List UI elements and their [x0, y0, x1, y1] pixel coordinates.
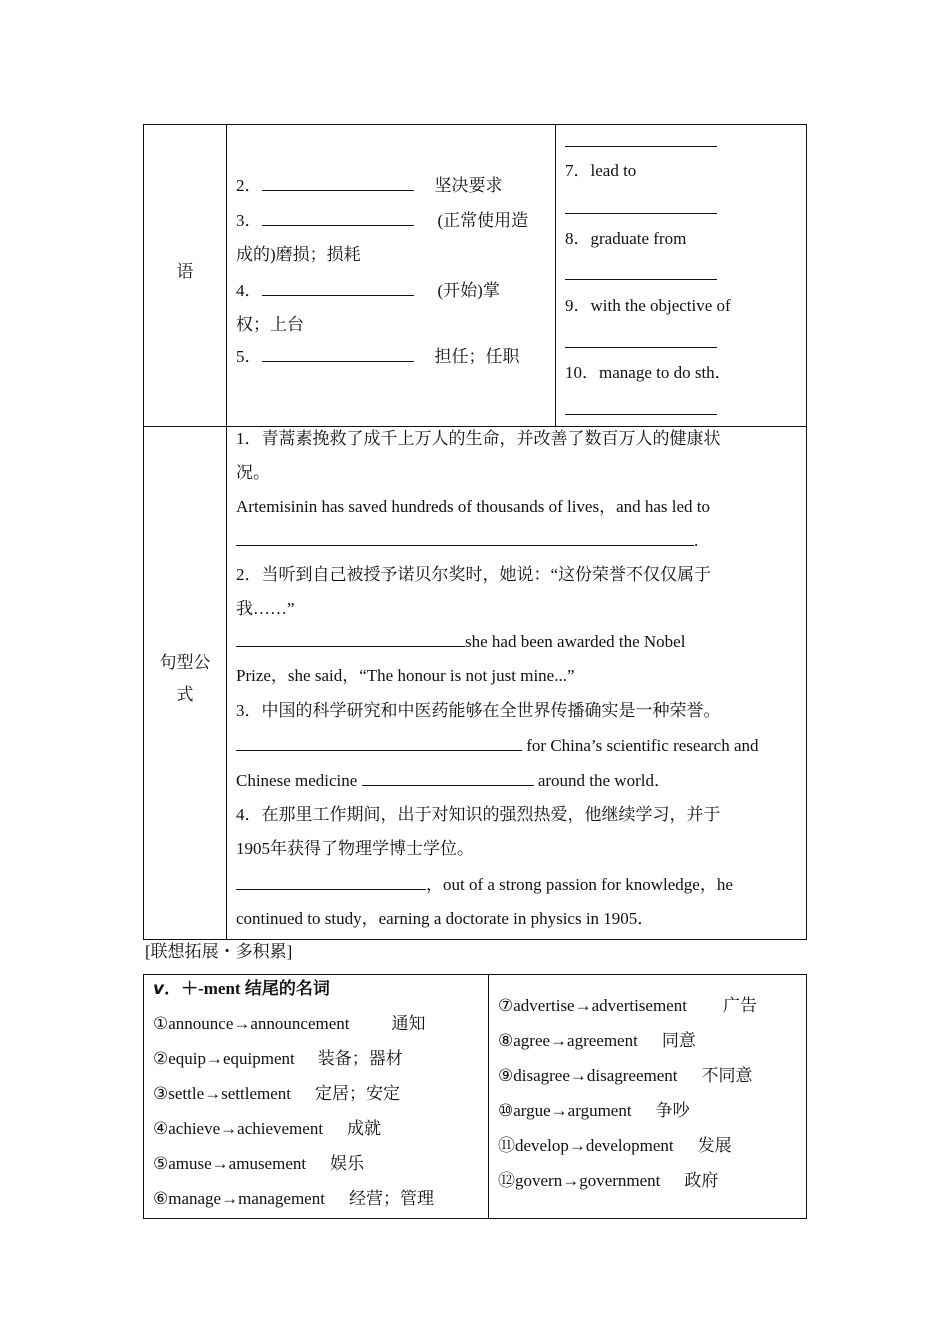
answer-blank[interactable] [565, 199, 717, 214]
ment-table-divider [488, 974, 489, 1219]
vocab-item-4-cont: 权；上台 [236, 315, 304, 334]
answer-blank[interactable] [262, 176, 414, 191]
table-divider-label-col [226, 124, 227, 940]
ment-item: ⑤amuse→amusement 娱乐 [153, 1154, 365, 1173]
vocab-item-8: 8．graduate from [565, 229, 687, 248]
ment-item: ⑥manage→management 经营；管理 [153, 1189, 434, 1208]
sentence-4-en-cont: continued to study，earning a doctorate in physics in 1905． [236, 909, 655, 928]
answer-blank[interactable] [565, 132, 717, 147]
ment-item: ⑫govern→government 政府 [498, 1171, 719, 1190]
answer-blank[interactable] [565, 333, 717, 348]
ment-item: ⑩argue→argument 争吵 [498, 1101, 690, 1120]
ment-item: ⑪develop→development 发展 [498, 1136, 732, 1155]
vocab-item-2: 2． 坚决要求 [236, 176, 503, 195]
sentence-2-en: she had been awarded the Nobel [236, 631, 685, 653]
vocab-item-3-cont: 成的)磨损；损耗 [236, 245, 361, 264]
ment-item: ⑦advertise→advertisement 广告 [498, 996, 757, 1015]
answer-blank[interactable] [236, 736, 522, 751]
sentence-4-cn-cont: 1905年获得了物理学博士学位。 [236, 839, 474, 858]
sentence-1-blank-line: . [236, 530, 698, 552]
vocab-item-4: 4． (开始)掌 [236, 281, 500, 300]
sentence-1-cn-cont: 况。 [236, 463, 270, 482]
ment-item: ④achieve→achievement 成就 [153, 1119, 382, 1138]
vocab-item-10: 10．manage to do sth． [565, 363, 732, 382]
vocab-item-3: 3． (正常使用造 [236, 211, 529, 230]
sentence-3-en-cont: Chinese medicine around the world． [236, 771, 671, 790]
vocab-item-7: 7．lead to [565, 161, 637, 180]
ment-item: ③settle→settlement 定居；安定 [153, 1084, 400, 1103]
table-divider-vocab-col [555, 124, 556, 427]
table-divider-row [143, 426, 807, 427]
ment-item: ⑧agree→agreement 同意 [498, 1031, 696, 1050]
answer-blank[interactable] [236, 632, 465, 647]
sentence-3-cn: 3．中国的科学研究和中医药能够在全世界传播确实是一种荣誉。 [236, 701, 721, 720]
answer-blank[interactable] [362, 771, 534, 786]
ment-item: ②equip→equipment 装备；器材 [153, 1049, 403, 1068]
sentence-1-cn: 1．青蒿素挽救了成千上万人的生命，并改善了数百万人的健康状 [236, 429, 721, 448]
answer-blank[interactable] [262, 211, 414, 226]
sentence-4-cn: 4．在那里工作期间，出于对知识的强烈热爱，他继续学习，并于 [236, 805, 721, 824]
answer-blank[interactable] [565, 265, 717, 280]
ment-item: ①announce→announcement 通知 [153, 1014, 426, 1033]
answer-blank[interactable] [236, 531, 694, 546]
ment-item: ⑨disagree→disagreement 不同意 [498, 1066, 753, 1085]
sentence-3-en: for China’s scientific research and [236, 735, 759, 757]
answer-blank[interactable] [236, 875, 426, 890]
answer-blank[interactable] [262, 281, 414, 296]
answer-blank[interactable] [565, 400, 717, 415]
extension-heading: [联想拓展・多积累] [145, 942, 293, 961]
sentence-2-cn-cont: 我……” [236, 599, 295, 618]
vocab-item-9: 9．with the objective of [565, 296, 731, 315]
sentence-2-cn: 2．当听到自己被授予诺贝尔奖时，她说：“这份荣誉不仅仅属于 [236, 565, 712, 584]
vocab-section-label: 语 [176, 262, 194, 281]
sentence-4-en: ，out of a strong passion for knowledge，he [236, 874, 733, 896]
sentence-2-en-cont: Prize，she said，“The honour is not just mine...” [236, 666, 575, 685]
ment-table-title: v．＋-ment 结尾的名词 [153, 979, 330, 999]
sentence-1-en: Artemisinin has saved hundreds of thousands of lives，and has led to [236, 497, 711, 516]
answer-blank[interactable] [262, 347, 414, 362]
vocab-item-5: 5． 担任；任职 [236, 347, 520, 366]
sentence-section-label: 句型公 式 [159, 653, 211, 704]
